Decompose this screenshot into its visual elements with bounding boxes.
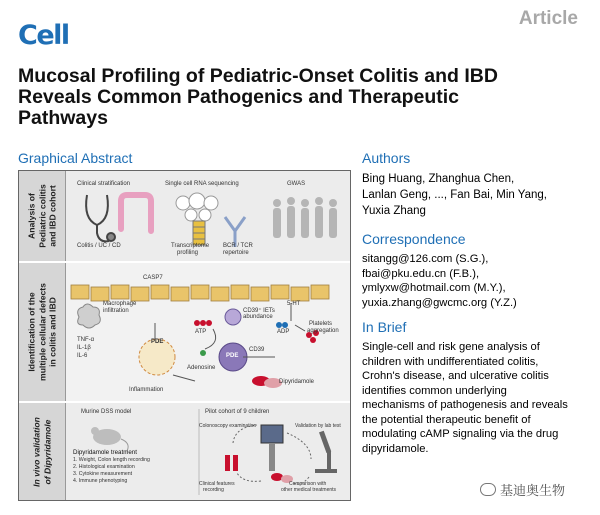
brief-line: identifies common underlying	[362, 384, 507, 397]
macrophage-icon	[78, 304, 101, 328]
transcriptome-label-2: profiling	[177, 250, 199, 256]
epithelium-icon	[71, 285, 329, 301]
cell-cluster-icon	[176, 193, 218, 221]
title-line: Reveals Common Pathogenics and Therapeutic	[18, 86, 460, 108]
section-in-vivo-validation	[19, 403, 350, 500]
platelets-label: Platelets	[309, 321, 333, 327]
colonoscopy-label: Colonoscopy examination	[199, 423, 257, 429]
adp-molecule-icon	[276, 322, 288, 328]
atp-molecule-icon	[194, 320, 212, 326]
pde-label: PDE	[151, 339, 164, 345]
tnf-label: TNF-α	[77, 337, 95, 343]
email-link[interactable]: ymlyxw@hotmail.com (M.Y.),	[362, 282, 506, 294]
rail-label: In vivo validation of Dipyridamole	[31, 416, 52, 487]
brief-line: dipyridamole.	[362, 442, 429, 455]
email-link[interactable]: fbai@pku.edu.cn (F.B.),	[362, 267, 480, 280]
il1b-label: IL-1β	[77, 345, 91, 351]
section-rail	[19, 263, 66, 401]
scrna-seq-label: Single cell RNA sequencing	[165, 181, 239, 187]
article-type-label: Article	[518, 8, 578, 29]
pde-label: PDE	[226, 353, 239, 359]
email-link[interactable]: sitangg@126.com (S.G.),	[362, 253, 489, 265]
title-line: Pathways	[18, 107, 108, 129]
colon-icon	[121, 195, 151, 231]
mouse-icon	[91, 427, 128, 451]
section-cohort-analysis	[19, 171, 350, 261]
title-line: Mucosal Profiling of Pediatric-Onset Colitis and IBD	[18, 65, 498, 87]
validation-label: Validation by lab test	[295, 423, 341, 429]
in-brief-text	[362, 340, 594, 456]
monitor-icon	[261, 425, 283, 471]
clinical-stratification-label: Clinical stratification	[77, 181, 131, 187]
author-line: Bing Huang, Zhanghua Chen,	[362, 173, 515, 185]
pill-icon	[252, 376, 282, 388]
section-cellular-defects	[19, 263, 350, 401]
section-rail	[19, 403, 66, 500]
author-list	[362, 171, 592, 219]
test-tube-icon	[225, 455, 238, 471]
rail-label: Analysis of Pediatric colitis and IBD cohort	[26, 184, 58, 248]
atp-label: ATP	[195, 329, 207, 335]
treatment-item: 4. Immune phenotyping	[73, 478, 128, 484]
clinical-features-label: Clinical features	[199, 481, 235, 487]
in-brief-heading: In Brief	[362, 319, 407, 335]
watermark	[480, 480, 565, 499]
microscope-icon	[315, 431, 337, 473]
email-list	[362, 252, 517, 310]
adp-label: ADP	[277, 329, 290, 335]
rail-label: Identification of the multiple cellular defects in colitis and IBD	[26, 283, 58, 381]
treatment-title: Dipyridamole treatment	[73, 449, 137, 456]
il6-label: IL-6	[77, 353, 88, 359]
cd39-label: CD39	[249, 347, 265, 353]
cd39-iets-label: CD39⁺ IETs	[243, 308, 275, 314]
watermark-text: 基迪奥生物	[500, 483, 566, 498]
gwas-label: GWAS	[287, 181, 306, 187]
author-line: Lanlan Geng, ..., Fan Bai, Min Yang,	[362, 189, 547, 201]
pilot-cohort-label: Pilot cohort of 9 children	[205, 409, 270, 415]
correspondence-heading: Correspondence	[362, 231, 466, 247]
serotonin-label: 5-HT	[287, 301, 301, 307]
clinical-features-label-2: recording	[203, 487, 224, 493]
brief-line: children with undifferentiated colitis,	[362, 355, 539, 368]
colitis-label: Colitis / UC / CD	[77, 243, 121, 249]
macrophage-label-2: infiltration	[103, 308, 129, 314]
wechat-icon	[480, 483, 496, 496]
cd39-iets-label-2: abundance	[243, 314, 273, 320]
dipyridamole-label: Dipyridamole	[279, 379, 315, 385]
inflammation-label: Inflammation	[129, 387, 164, 393]
platelets-label-2: aggregation	[307, 328, 339, 334]
iet-cell-icon	[225, 309, 241, 325]
casp7-label: CASP7	[143, 275, 163, 281]
transcriptome-label: Transcriptome	[171, 243, 210, 249]
section-rail	[19, 171, 66, 261]
population-icon	[273, 197, 337, 238]
bcr-tcr-label-2: repertoire	[223, 250, 249, 256]
stethoscope-icon	[86, 195, 115, 241]
treatment-item: 3. Cytokine measurement	[73, 471, 133, 477]
sequencing-icon	[193, 221, 205, 245]
graphical-abstract-figure	[18, 170, 351, 501]
author-line: Yuxia Zhang	[362, 205, 426, 217]
email-link[interactable]: yuxia.zhang@gwcmc.org (Y.Z.)	[362, 296, 517, 309]
brief-line: modulating cAMP signaling via the drug	[362, 428, 559, 440]
comparison-label-2: other medical treatments	[281, 487, 337, 493]
brief-line: Single-cell and risk gene analysis of	[362, 341, 540, 353]
dss-model-label: Murine DSS model	[81, 409, 132, 415]
bcr-tcr-label: BCR / TCR	[223, 243, 253, 249]
treatment-item: 2. Histological examination	[73, 464, 135, 470]
macrophage-label: Macrophage	[103, 301, 137, 307]
comparison-label: Comparison with	[289, 481, 327, 487]
brief-line: Crohn's disease, and ulcerative colitis	[362, 370, 549, 382]
adenosine-label: Adenosine	[187, 365, 216, 371]
treatment-item: 1. Weight, Colon length recording	[73, 457, 150, 463]
journal-logo: Cell	[18, 20, 69, 51]
brief-line: the potential therapeutic benefit of	[362, 413, 531, 426]
graphical-abstract-heading: Graphical Abstract	[18, 150, 133, 166]
adenosine-icon	[200, 350, 206, 356]
article-title	[18, 66, 578, 129]
authors-heading: Authors	[362, 150, 411, 166]
brief-line: mechanisms of pathogenesis and reveals	[362, 399, 568, 411]
